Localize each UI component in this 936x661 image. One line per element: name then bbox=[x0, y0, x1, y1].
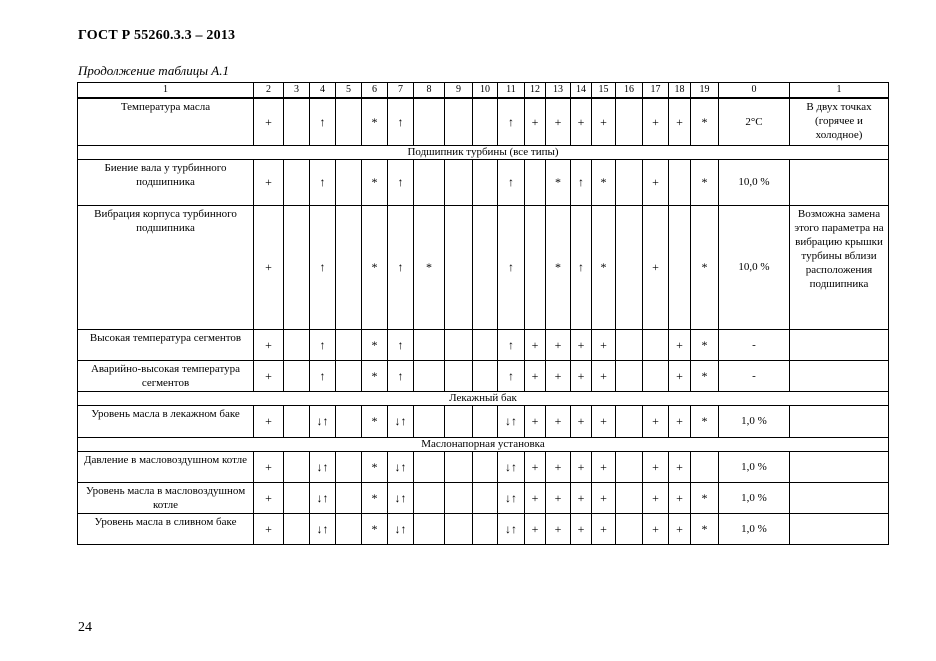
section-row bbox=[78, 437, 889, 451]
symbol-cell bbox=[414, 451, 445, 482]
symbol-cell: ↑ bbox=[388, 205, 414, 329]
symbol-cell bbox=[445, 482, 473, 513]
table-row bbox=[78, 159, 889, 205]
symbol-cell: + bbox=[525, 98, 546, 145]
column-number-cell: 15 bbox=[592, 83, 616, 99]
symbol-cell: ↑ bbox=[498, 159, 525, 205]
column-number-cell: 6 bbox=[362, 83, 388, 99]
table-row bbox=[78, 205, 889, 329]
symbol-cell bbox=[336, 159, 362, 205]
symbol-cell: + bbox=[669, 405, 691, 437]
symbol-cell: * bbox=[362, 482, 388, 513]
symbol-cell: * bbox=[691, 329, 719, 360]
symbol-cell bbox=[473, 159, 498, 205]
symbol-cell: ↓↑ bbox=[310, 513, 336, 544]
symbol-cell bbox=[284, 405, 310, 437]
symbol-cell bbox=[616, 405, 643, 437]
symbol-cell: ↑ bbox=[388, 98, 414, 145]
symbol-cell: * bbox=[691, 159, 719, 205]
symbol-cell bbox=[473, 205, 498, 329]
column-number-cell: 19 bbox=[691, 83, 719, 99]
symbol-cell bbox=[336, 329, 362, 360]
symbol-cell: + bbox=[592, 98, 616, 145]
symbol-cell bbox=[473, 329, 498, 360]
symbol-cell bbox=[473, 405, 498, 437]
symbol-cell: ↑ bbox=[310, 98, 336, 145]
symbol-cell: + bbox=[546, 360, 571, 391]
symbol-cell: * bbox=[592, 205, 616, 329]
symbol-cell: + bbox=[571, 451, 592, 482]
parameter-name-cell: Высокая температура сегментов bbox=[78, 329, 254, 360]
note-cell bbox=[790, 360, 889, 391]
symbol-cell bbox=[284, 451, 310, 482]
symbol-cell: + bbox=[643, 451, 669, 482]
symbol-cell: + bbox=[571, 405, 592, 437]
symbol-cell: * bbox=[691, 98, 719, 145]
symbol-cell bbox=[643, 360, 669, 391]
symbol-cell: ↓↑ bbox=[388, 405, 414, 437]
column-number-cell: 11 bbox=[498, 83, 525, 99]
symbol-cell: * bbox=[546, 159, 571, 205]
table-row bbox=[78, 98, 889, 145]
symbol-cell bbox=[445, 159, 473, 205]
symbol-cell bbox=[616, 513, 643, 544]
column-number-cell: 3 bbox=[284, 83, 310, 99]
symbol-cell bbox=[414, 159, 445, 205]
symbol-cell bbox=[284, 513, 310, 544]
symbol-cell bbox=[473, 513, 498, 544]
symbol-cell: * bbox=[691, 360, 719, 391]
symbol-cell bbox=[445, 98, 473, 145]
symbol-cell bbox=[616, 329, 643, 360]
symbol-cell bbox=[284, 482, 310, 513]
symbol-cell bbox=[616, 205, 643, 329]
symbol-cell bbox=[414, 98, 445, 145]
symbol-cell bbox=[616, 482, 643, 513]
symbol-cell bbox=[414, 482, 445, 513]
symbol-cell bbox=[414, 329, 445, 360]
symbol-cell: * bbox=[362, 513, 388, 544]
document-header: ГОСТ Р 55260.3.3 – 2013 bbox=[78, 28, 236, 43]
symbol-cell: + bbox=[546, 98, 571, 145]
symbol-cell: * bbox=[362, 98, 388, 145]
symbol-cell: + bbox=[546, 329, 571, 360]
accuracy-cell: 2°C bbox=[719, 98, 790, 145]
symbol-cell: + bbox=[254, 451, 284, 482]
symbol-cell bbox=[473, 451, 498, 482]
symbol-cell: + bbox=[669, 329, 691, 360]
accuracy-cell: 10,0 % bbox=[719, 159, 790, 205]
parameter-name-cell: Аварийно-высокая температура сегментов bbox=[78, 360, 254, 391]
symbol-cell bbox=[445, 513, 473, 544]
symbol-cell: * bbox=[592, 159, 616, 205]
symbol-cell: + bbox=[669, 451, 691, 482]
table-row bbox=[78, 360, 889, 391]
symbol-cell bbox=[616, 360, 643, 391]
symbol-cell: ↓↑ bbox=[498, 482, 525, 513]
column-number-row bbox=[78, 83, 889, 99]
accuracy-cell: 1,0 % bbox=[719, 405, 790, 437]
symbol-cell bbox=[336, 513, 362, 544]
symbol-cell bbox=[643, 329, 669, 360]
symbol-cell bbox=[473, 98, 498, 145]
parameter-name-cell: Уровень масла в сливном баке bbox=[78, 513, 254, 544]
accuracy-cell: 10,0 % bbox=[719, 205, 790, 329]
symbol-cell bbox=[525, 159, 546, 205]
symbol-cell bbox=[336, 360, 362, 391]
accuracy-cell: - bbox=[719, 360, 790, 391]
symbol-cell: + bbox=[592, 405, 616, 437]
symbol-cell: + bbox=[525, 360, 546, 391]
symbol-cell: + bbox=[254, 205, 284, 329]
symbol-cell: * bbox=[691, 482, 719, 513]
symbol-cell: + bbox=[643, 159, 669, 205]
parameter-name-cell: Давление в масловоздушном котле bbox=[78, 451, 254, 482]
symbol-cell: + bbox=[525, 405, 546, 437]
symbol-cell: ↓↑ bbox=[498, 451, 525, 482]
parameter-name-cell: Температура масла bbox=[78, 98, 254, 145]
symbol-cell bbox=[616, 159, 643, 205]
symbol-cell: + bbox=[592, 329, 616, 360]
symbol-cell: + bbox=[525, 513, 546, 544]
column-number-cell: 10 bbox=[473, 83, 498, 99]
table-row bbox=[78, 405, 889, 437]
symbol-cell: + bbox=[254, 360, 284, 391]
symbol-cell bbox=[336, 205, 362, 329]
page-number: 24 bbox=[78, 620, 92, 635]
symbol-cell: * bbox=[362, 329, 388, 360]
symbol-cell: + bbox=[254, 98, 284, 145]
symbol-cell bbox=[445, 405, 473, 437]
symbol-cell: ↓↑ bbox=[388, 451, 414, 482]
section-title: Подшипник турбины (все типы) bbox=[78, 145, 889, 159]
column-number-cell: 5 bbox=[336, 83, 362, 99]
symbol-cell bbox=[284, 205, 310, 329]
symbol-cell: ↑ bbox=[310, 205, 336, 329]
column-number-cell: 1 bbox=[790, 83, 889, 99]
section-row bbox=[78, 145, 889, 159]
symbol-cell bbox=[445, 329, 473, 360]
symbol-cell bbox=[414, 405, 445, 437]
parameters-table bbox=[77, 82, 889, 545]
accuracy-cell: 1,0 % bbox=[719, 482, 790, 513]
symbol-cell: + bbox=[525, 451, 546, 482]
symbol-cell: + bbox=[592, 513, 616, 544]
symbol-cell: ↓↑ bbox=[498, 513, 525, 544]
table-row bbox=[78, 482, 889, 513]
symbol-cell: ↓↑ bbox=[310, 482, 336, 513]
symbol-cell bbox=[445, 360, 473, 391]
symbol-cell bbox=[669, 159, 691, 205]
section-title: Маслонапорная установка bbox=[78, 437, 889, 451]
symbol-cell: ↑ bbox=[498, 329, 525, 360]
symbol-cell bbox=[284, 329, 310, 360]
symbol-cell bbox=[336, 405, 362, 437]
symbol-cell: ↓↑ bbox=[310, 405, 336, 437]
symbol-cell: + bbox=[643, 513, 669, 544]
symbol-cell: + bbox=[592, 360, 616, 391]
symbol-cell: + bbox=[546, 482, 571, 513]
symbol-cell: + bbox=[669, 482, 691, 513]
symbol-cell: + bbox=[546, 405, 571, 437]
symbol-cell bbox=[669, 205, 691, 329]
symbol-cell: ↑ bbox=[388, 159, 414, 205]
accuracy-cell: 1,0 % bbox=[719, 451, 790, 482]
note-cell bbox=[790, 159, 889, 205]
column-number-cell: 8 bbox=[414, 83, 445, 99]
accuracy-cell: 1,0 % bbox=[719, 513, 790, 544]
note-cell: В двух точках (горячее и холодное) bbox=[790, 98, 889, 145]
symbol-cell: + bbox=[669, 360, 691, 391]
symbol-cell: + bbox=[571, 482, 592, 513]
symbol-cell: + bbox=[592, 451, 616, 482]
symbol-cell: + bbox=[643, 205, 669, 329]
symbol-cell bbox=[691, 451, 719, 482]
symbol-cell: ↓↑ bbox=[498, 405, 525, 437]
column-number-cell: 0 bbox=[719, 83, 790, 99]
symbol-cell: + bbox=[571, 513, 592, 544]
column-number-cell: 18 bbox=[669, 83, 691, 99]
symbol-cell bbox=[616, 451, 643, 482]
symbol-cell bbox=[445, 205, 473, 329]
symbol-cell: + bbox=[571, 360, 592, 391]
symbol-cell bbox=[414, 360, 445, 391]
symbol-cell: + bbox=[254, 159, 284, 205]
note-cell bbox=[790, 482, 889, 513]
note-cell bbox=[790, 329, 889, 360]
symbol-cell bbox=[284, 159, 310, 205]
symbol-cell: ↓↑ bbox=[388, 482, 414, 513]
symbol-cell: ↑ bbox=[310, 329, 336, 360]
symbol-cell: * bbox=[362, 451, 388, 482]
table-caption: Продолжение таблицы А.1 bbox=[78, 63, 229, 78]
symbol-cell bbox=[284, 98, 310, 145]
symbol-cell: + bbox=[592, 482, 616, 513]
symbol-cell bbox=[336, 482, 362, 513]
symbol-cell: ↑ bbox=[571, 159, 592, 205]
column-number-cell: 16 bbox=[616, 83, 643, 99]
symbol-cell: + bbox=[669, 98, 691, 145]
note-cell bbox=[790, 513, 889, 544]
section-title: Лекажный бак bbox=[78, 391, 889, 405]
column-number-cell: 4 bbox=[310, 83, 336, 99]
table-row bbox=[78, 451, 889, 482]
symbol-cell bbox=[525, 205, 546, 329]
symbol-cell: + bbox=[546, 513, 571, 544]
symbol-cell: ↓↑ bbox=[388, 513, 414, 544]
table-row bbox=[78, 513, 889, 544]
symbol-cell: * bbox=[691, 405, 719, 437]
symbol-cell: + bbox=[571, 329, 592, 360]
symbol-cell: * bbox=[546, 205, 571, 329]
symbol-cell bbox=[473, 360, 498, 391]
accuracy-cell: - bbox=[719, 329, 790, 360]
symbol-cell: ↓↑ bbox=[310, 451, 336, 482]
symbol-cell: + bbox=[669, 513, 691, 544]
parameter-name-cell: Уровень масла в лекажном баке bbox=[78, 405, 254, 437]
symbol-cell: + bbox=[571, 98, 592, 145]
parameter-name-cell: Биение вала у турбинного подшипника bbox=[78, 159, 254, 205]
symbol-cell: + bbox=[254, 329, 284, 360]
symbol-cell bbox=[414, 513, 445, 544]
symbol-cell bbox=[284, 360, 310, 391]
note-cell bbox=[790, 405, 889, 437]
symbol-cell bbox=[336, 451, 362, 482]
note-cell: Возможна замена этого параметра на вибрацию крышки турбины вблизи расположения подшипника bbox=[790, 205, 889, 329]
symbol-cell: + bbox=[254, 513, 284, 544]
symbol-cell bbox=[616, 98, 643, 145]
section-row bbox=[78, 391, 889, 405]
symbol-cell: * bbox=[362, 205, 388, 329]
symbol-cell: + bbox=[254, 482, 284, 513]
symbol-cell: * bbox=[691, 513, 719, 544]
symbol-cell: + bbox=[643, 405, 669, 437]
symbol-cell: * bbox=[362, 360, 388, 391]
parameter-name-cell: Вибрация корпуса турбинного подшипника bbox=[78, 205, 254, 329]
symbol-cell: + bbox=[643, 482, 669, 513]
column-number-cell: 9 bbox=[445, 83, 473, 99]
symbol-cell: ↑ bbox=[571, 205, 592, 329]
column-number-cell: 12 bbox=[525, 83, 546, 99]
symbol-cell bbox=[445, 451, 473, 482]
column-number-cell: 2 bbox=[254, 83, 284, 99]
symbol-cell bbox=[473, 482, 498, 513]
symbol-cell: ↑ bbox=[498, 205, 525, 329]
column-number-cell: 14 bbox=[571, 83, 592, 99]
symbol-cell: ↑ bbox=[310, 360, 336, 391]
column-number-cell: 1 bbox=[78, 83, 254, 99]
symbol-cell: ↑ bbox=[388, 360, 414, 391]
note-cell bbox=[790, 451, 889, 482]
column-number-cell: 7 bbox=[388, 83, 414, 99]
symbol-cell: + bbox=[254, 405, 284, 437]
symbol-cell: * bbox=[414, 205, 445, 329]
symbol-cell: + bbox=[546, 451, 571, 482]
symbol-cell: * bbox=[362, 159, 388, 205]
symbol-cell: ↑ bbox=[310, 159, 336, 205]
parameter-name-cell: Уровень масла в масловоздушном котле bbox=[78, 482, 254, 513]
symbol-cell: * bbox=[362, 405, 388, 437]
symbol-cell: + bbox=[525, 482, 546, 513]
column-number-cell: 17 bbox=[643, 83, 669, 99]
symbol-cell: ↑ bbox=[388, 329, 414, 360]
symbol-cell bbox=[336, 98, 362, 145]
table-row bbox=[78, 329, 889, 360]
symbol-cell: ↑ bbox=[498, 98, 525, 145]
symbol-cell: * bbox=[691, 205, 719, 329]
symbol-cell: + bbox=[525, 329, 546, 360]
column-number-cell: 13 bbox=[546, 83, 571, 99]
symbol-cell: ↑ bbox=[498, 360, 525, 391]
symbol-cell: + bbox=[643, 98, 669, 145]
